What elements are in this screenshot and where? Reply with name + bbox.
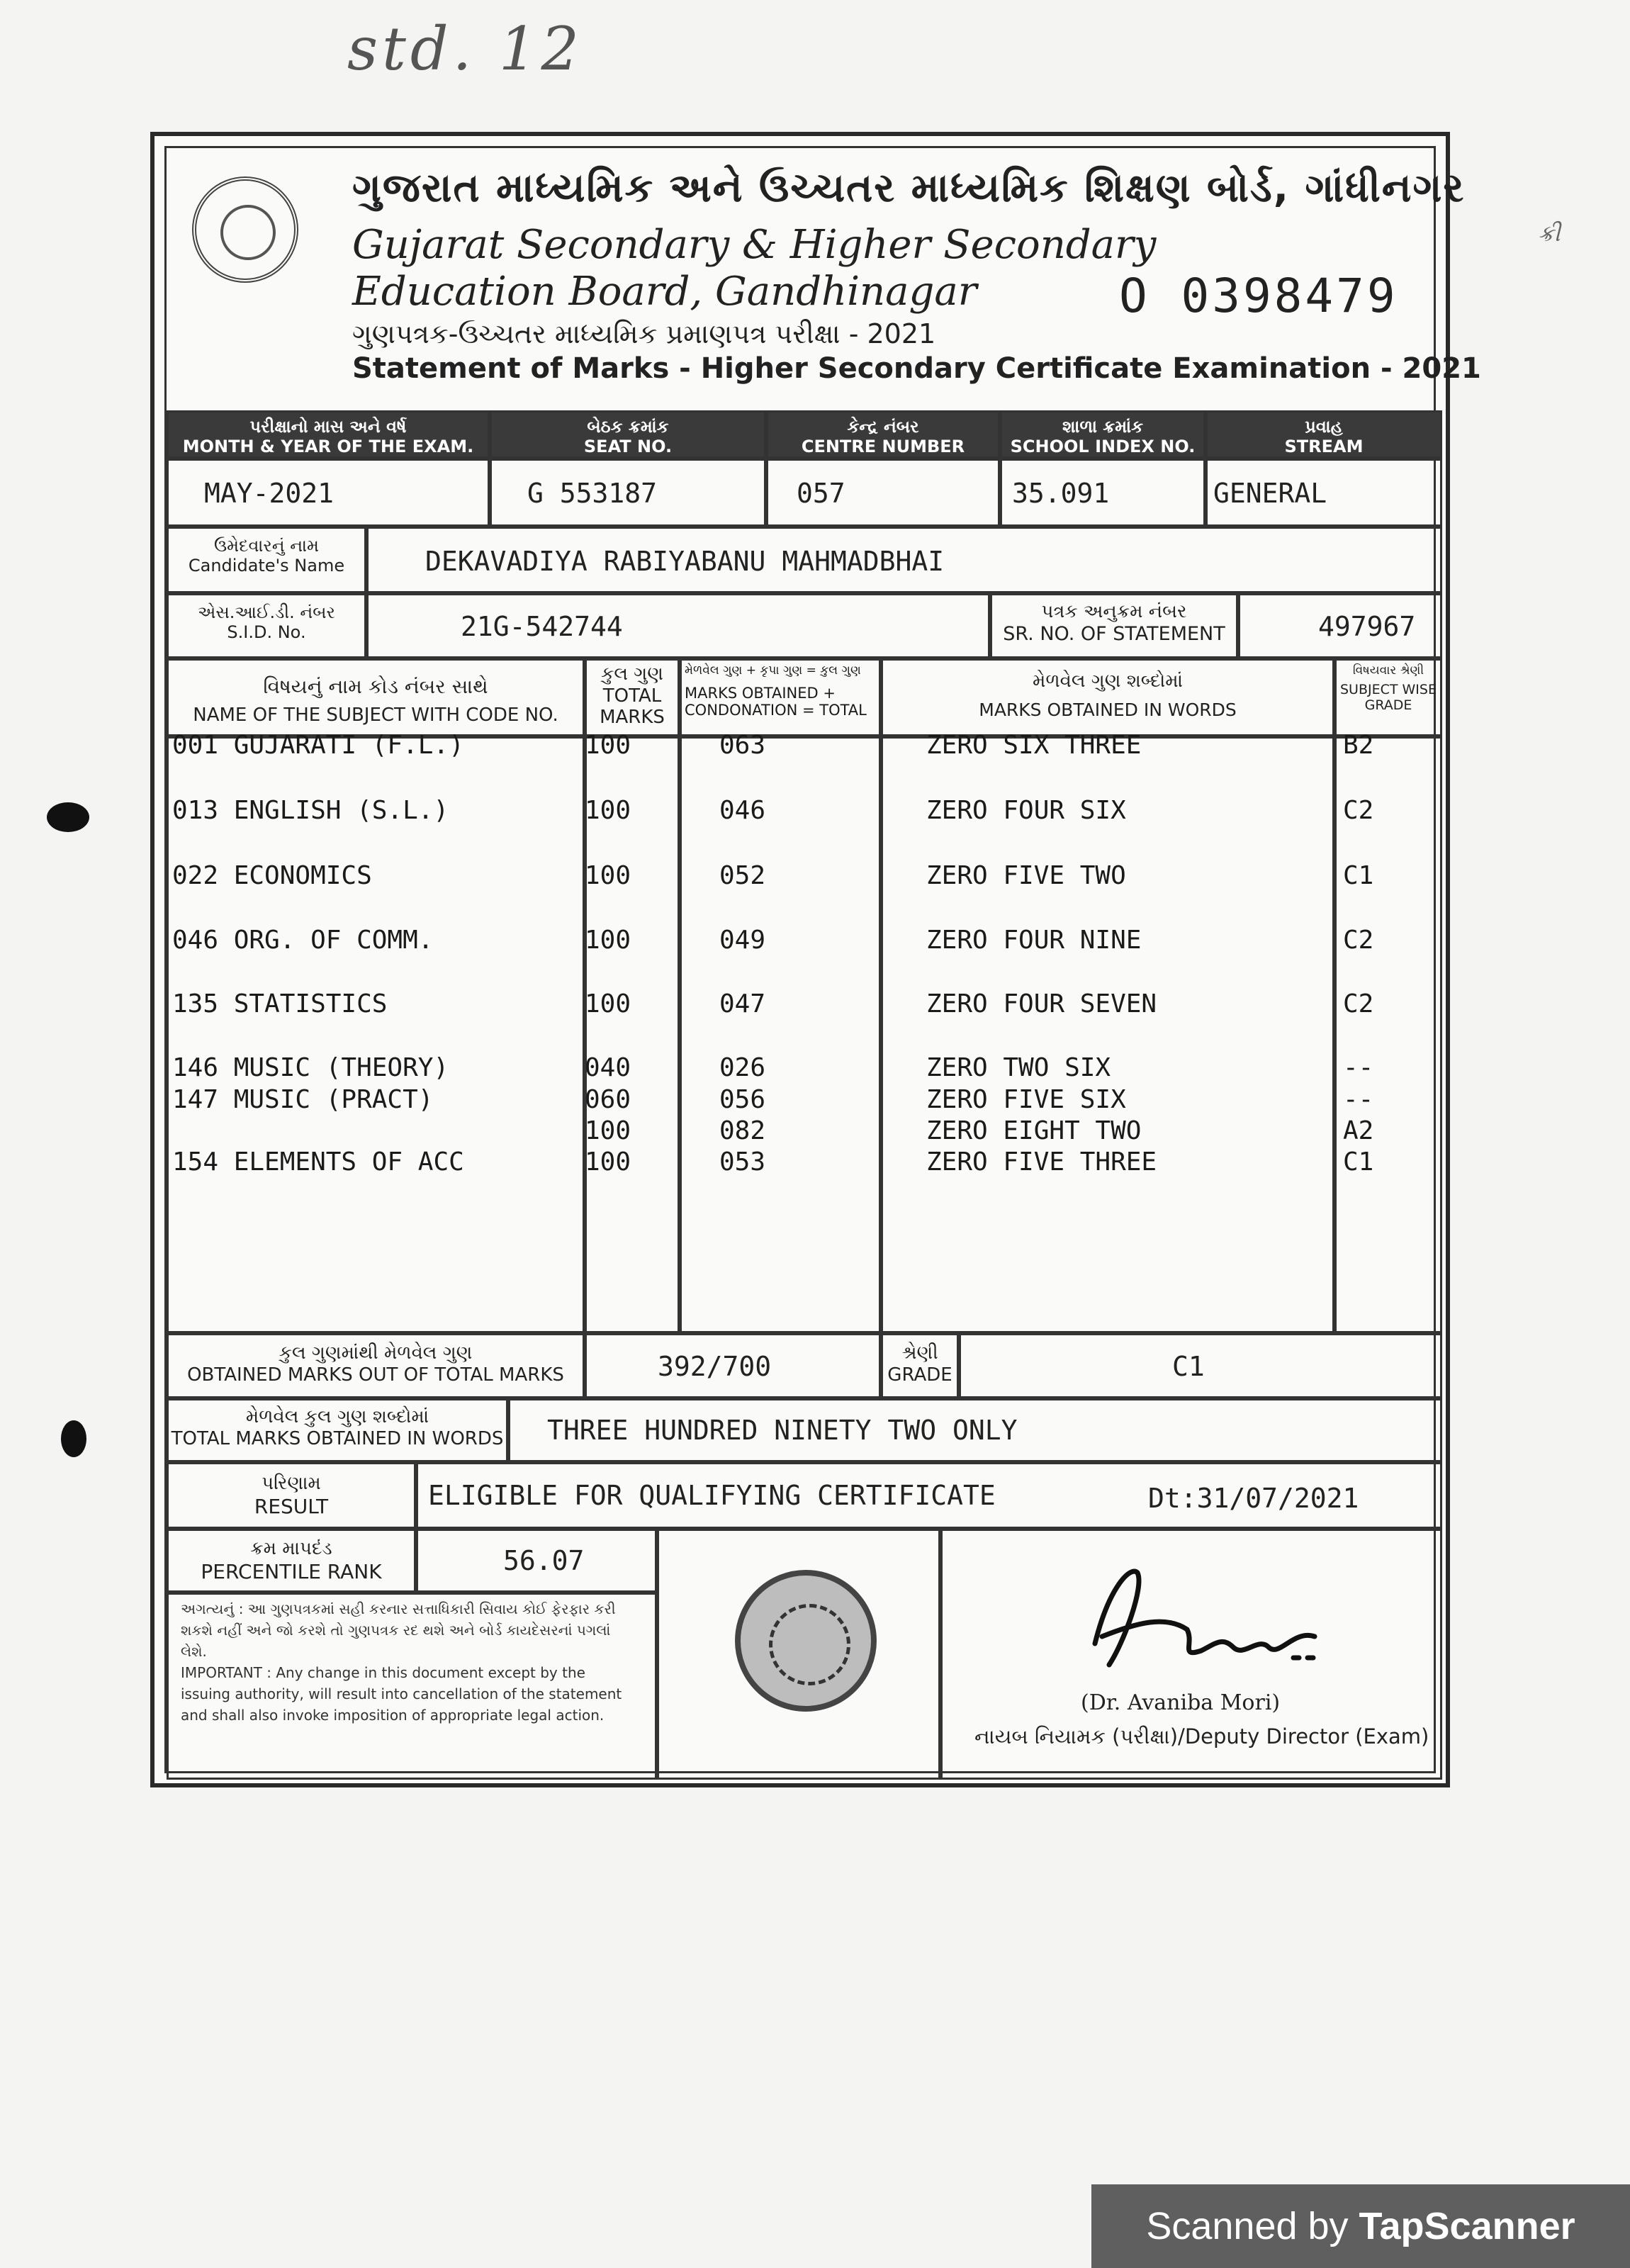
- header-words: [881, 658, 1334, 736]
- cell-words: ZERO SIX THREE: [926, 731, 1142, 760]
- scanner-brand: TapScanner: [1359, 2205, 1575, 2247]
- header-grade-gu: વિષયવાર શ્રેણી: [1352, 663, 1424, 678]
- header-subject-gu: વિષયનું નામ કોડ નંબર સાથે: [263, 675, 488, 698]
- header-stream-en: STREAM: [1284, 437, 1364, 456]
- header-stream-gu: પ્રવાહ: [1305, 417, 1343, 437]
- header-month-year-gu: પરીક્ષાનો માસ અને વર્ષ: [249, 417, 407, 437]
- candidate-name: DEKAVADIYA RABIYABANU MAHMADBHAI: [425, 546, 945, 577]
- value-school-index-cell: [1000, 459, 1205, 527]
- header-words-en: MARKS OBTAINED IN WORDS: [979, 700, 1237, 720]
- grade-cell: [959, 1333, 1442, 1398]
- body-subject-column: [167, 736, 585, 1333]
- english-subtitle: Statement of Marks - Higher Secondary Certificate Examination - 2021: [352, 352, 1481, 385]
- sid-label-en: S.I.D. No.: [227, 622, 306, 642]
- board-emblem-icon: [192, 176, 298, 283]
- cell-words: ZERO FIVE THREE: [926, 1147, 1157, 1177]
- body-obtained-column: [680, 736, 881, 1333]
- cell-grade: C1: [1343, 861, 1374, 890]
- header-subject-en: NAME OF THE SUBJECT WITH CODE NO.: [193, 704, 558, 726]
- result-value: ELIGIBLE FOR QUALIFYING CERTIFICATE: [428, 1480, 996, 1511]
- notice-english: IMPORTANT : Any change in this document except by the issuing authority, will result into cancellation of the statement and shall also invoke imposition of appropriate legal action.: [181, 1664, 622, 1724]
- cell-total: 100: [585, 796, 631, 825]
- english-title-line1: Gujarat Secondary & Higher Secondary: [352, 222, 1157, 268]
- result-cell: [416, 1462, 1442, 1529]
- signatory-title: નાયબ નિયામક (પરીક્ષા)/Deputy Director (Exam): [974, 1724, 1429, 1748]
- candidate-label-gu: ઉમેદવારનું નામ: [214, 536, 319, 556]
- value-stream: GENERAL: [1213, 478, 1327, 509]
- gujarati-title: ગુજરાત માધ્યમિક અને ઉચ્ચતર માધ્યમિક શિક્ષણ બોર્ડ, ગાંધીનગર: [352, 165, 1466, 211]
- cell-total: 100: [585, 989, 631, 1018]
- body-total-column: [585, 736, 680, 1333]
- margin-mark: ક્રી: [1538, 220, 1561, 247]
- cell-subject: 013 ENGLISH (S.L.): [172, 796, 449, 825]
- header-total-gu: કુલ ગુણ: [601, 663, 663, 685]
- cell-words: ZERO FIVE SIX: [926, 1085, 1126, 1114]
- header-total-en: TOTAL MARKS: [600, 685, 665, 728]
- obtained-cell: [585, 1333, 881, 1398]
- header-seat-no: [490, 410, 766, 459]
- statement-label-en: SR. NO. OF STATEMENT: [1003, 623, 1225, 645]
- cell-subject: 022 ECONOMICS: [172, 861, 372, 890]
- header-school-index-gu: શાળા ક્રમાંક: [1062, 417, 1144, 437]
- marksheet-frame: [164, 146, 1481, 1773]
- candidate-name-label: [167, 527, 366, 593]
- cell-subject: 046 ORG. OF COMM.: [172, 926, 434, 955]
- percentile-label-gu: ક્રમ માપદંડ: [250, 1538, 332, 1559]
- handwritten-note: std. 12: [347, 14, 583, 84]
- overall-grade-value: C1: [1172, 1351, 1205, 1382]
- marksheet: [150, 132, 1481, 1787]
- signature-icon: [1081, 1559, 1350, 1686]
- candidate-name-cell: [366, 527, 1442, 593]
- value-centre-cell: [766, 459, 1000, 527]
- header-obtained-en: MARKS OBTAINED + CONDONATION = TOTAL: [685, 685, 867, 719]
- percentile-label: [167, 1529, 416, 1593]
- cell-total: 060: [585, 1085, 631, 1114]
- cell-total: 100: [585, 1116, 631, 1145]
- cell-total: 100: [585, 861, 631, 890]
- header-grade-en: SUBJECT WISE GRADE: [1340, 682, 1437, 713]
- cell-grade: --: [1343, 1053, 1374, 1082]
- words-cell: [508, 1398, 1442, 1462]
- statement-cell: [1238, 593, 1442, 658]
- header-seat-no-gu: બેઠક ક્રમાંક: [587, 417, 669, 437]
- value-school-index: 35.091: [1012, 478, 1110, 509]
- cell-obtained: 063: [719, 731, 766, 760]
- cell-obtained: 046: [719, 796, 766, 825]
- cell-obtained: 053: [719, 1147, 766, 1177]
- cell-words: ZERO FOUR SEVEN: [926, 989, 1157, 1018]
- cell-obtained: 082: [719, 1116, 766, 1145]
- cell-obtained: 056: [719, 1085, 766, 1114]
- cell-subject: 001 GUJARATI (F.L.): [172, 731, 464, 760]
- value-stream-cell: [1205, 459, 1442, 527]
- cell-grade: A2: [1343, 1116, 1374, 1145]
- cell-subject: 147 MUSIC (PRACT): [172, 1085, 434, 1114]
- cell-obtained: 047: [719, 989, 766, 1018]
- board-seal-icon: [735, 1570, 877, 1712]
- total-in-words-value: THREE HUNDRED NINETY TWO ONLY: [547, 1415, 1018, 1446]
- cell-subject: 135 STATISTICS: [172, 989, 388, 1018]
- words-label-gu: મેળવેલ કુલ ગુણ શબ્દોમાં: [245, 1406, 429, 1427]
- english-title-line2: Education Board, Gandhinagar: [352, 269, 977, 315]
- header-school-index-en: SCHOOL INDEX NO.: [1010, 437, 1196, 456]
- certificate-number: O 0398479: [1119, 269, 1398, 323]
- percentile-value: 56.07: [503, 1545, 585, 1576]
- percentile-label-en: PERCENTILE RANK: [201, 1560, 382, 1583]
- header-obtained: [680, 658, 881, 736]
- value-seat-no-cell: [490, 459, 766, 527]
- notice-gujarati: અગત્યનું : આ ગુણપત્રકમાં સહી કરનાર સત્તાધિકારી સિવાય કોઈ ફેરફાર કરી શકશે નહીં અને જો કરશે તો ગુણપત્રક રદ થશે અને બોર્ડ કાયદેસરનાં પગલાં લેશે.: [181, 1600, 616, 1660]
- signatory-name: (Dr. Avaniba Mori): [1081, 1690, 1281, 1715]
- candidate-label-en: Candidate's Name: [188, 556, 345, 576]
- value-month-year-cell: [167, 459, 490, 527]
- cell-words: ZERO EIGHT TWO: [926, 1116, 1142, 1145]
- cell-obtained: 026: [719, 1053, 766, 1082]
- cell-total: 040: [585, 1053, 631, 1082]
- statement-number: 497967: [1318, 611, 1416, 642]
- cell-subject: 146 MUSIC (THEORY): [172, 1053, 449, 1082]
- cell-grade: --: [1343, 1085, 1374, 1114]
- statement-label-gu: પત્રક અનુક્રમ નંબર: [1041, 601, 1187, 622]
- sid-cell: [366, 593, 990, 658]
- cell-grade: C2: [1343, 989, 1374, 1018]
- cell-grade: C2: [1343, 796, 1374, 825]
- obtained-label: [167, 1333, 585, 1398]
- cell-grade: C2: [1343, 926, 1374, 955]
- result-date: Dt:31/07/2021: [1148, 1483, 1359, 1514]
- header-centre: [766, 410, 1000, 459]
- important-notice: [181, 1598, 634, 1726]
- header-obtained-gu: મેળવેલ ગુણ + કૃપા ગુણ = કુલ ગુણ: [685, 663, 861, 678]
- header-centre-gu: કેન્દ્ર નંબર: [847, 417, 919, 437]
- cell-words: ZERO FOUR NINE: [926, 926, 1142, 955]
- words-label-en: TOTAL MARKS OBTAINED IN WORDS: [171, 1428, 504, 1449]
- punch-hole-bottom: [61, 1420, 86, 1457]
- sid-label-gu: એસ.આઈ.ડી. નંબર: [198, 602, 335, 622]
- header-words-gu: મેળવેલ ગુણ શબ્દોમાં: [1033, 670, 1183, 692]
- obtained-total-value: 392/700: [658, 1351, 772, 1382]
- cell-subject: 154 ELEMENTS OF ACC: [172, 1147, 464, 1177]
- statement-label: [990, 593, 1238, 658]
- scanner-prefix: Scanned by: [1146, 2205, 1359, 2247]
- obtained-label-en: OBTAINED MARKS OUT OF TOTAL MARKS: [187, 1364, 564, 1386]
- result-label-en: RESULT: [254, 1495, 329, 1518]
- cell-grade: B2: [1343, 731, 1374, 760]
- header-subject: [167, 658, 585, 736]
- header-centre-en: CENTRE NUMBER: [801, 437, 965, 456]
- cell-total: 100: [585, 731, 631, 760]
- header-month-year-en: MONTH & YEAR OF THE EXAM.: [182, 437, 474, 456]
- scanner-watermark: [1091, 2184, 1630, 2268]
- body-words-column: [881, 736, 1334, 1333]
- cell-grade: C1: [1343, 1147, 1374, 1177]
- gujarati-subtitle: ગુણપત્રક-ઉચ્ચતર માધ્યમિક પ્રમાણપત્ર પરીક્ષા - 2021: [352, 318, 936, 349]
- cell-total: 100: [585, 926, 631, 955]
- header-total: [585, 658, 680, 736]
- header-month-year: [167, 410, 490, 459]
- percentile-cell: [416, 1529, 657, 1593]
- cell-total: 100: [585, 1147, 631, 1177]
- cell-obtained: 052: [719, 861, 766, 890]
- cell-words: ZERO TWO SIX: [926, 1053, 1111, 1082]
- header-seat-no-en: SEAT NO.: [583, 437, 673, 456]
- sid-label: [167, 593, 366, 658]
- value-seat-no: G 553187: [527, 478, 658, 509]
- body-grade-column: [1334, 736, 1442, 1333]
- grade-label: [881, 1333, 959, 1398]
- cell-words: ZERO FIVE TWO: [926, 861, 1126, 890]
- obtained-label-gu: કુલ ગુણમાંથી મેળવેલ ગુણ: [279, 1342, 473, 1364]
- header-school-index: [1000, 410, 1205, 459]
- sid-value: 21G-542744: [461, 611, 623, 642]
- header-grade: [1334, 658, 1442, 736]
- result-label: [167, 1462, 416, 1529]
- cell-words: ZERO FOUR SIX: [926, 796, 1126, 825]
- grade-label-gu: શ્રેણી: [901, 1342, 938, 1364]
- value-centre: 057: [797, 478, 845, 509]
- punch-hole-top: [47, 802, 89, 832]
- cell-obtained: 049: [719, 926, 766, 955]
- header-stream: [1205, 410, 1442, 459]
- grade-label-en: GRADE: [887, 1364, 952, 1386]
- words-label: [167, 1398, 508, 1462]
- value-month-year: MAY-2021: [204, 478, 335, 509]
- result-label-gu: પરિણામ: [262, 1473, 321, 1494]
